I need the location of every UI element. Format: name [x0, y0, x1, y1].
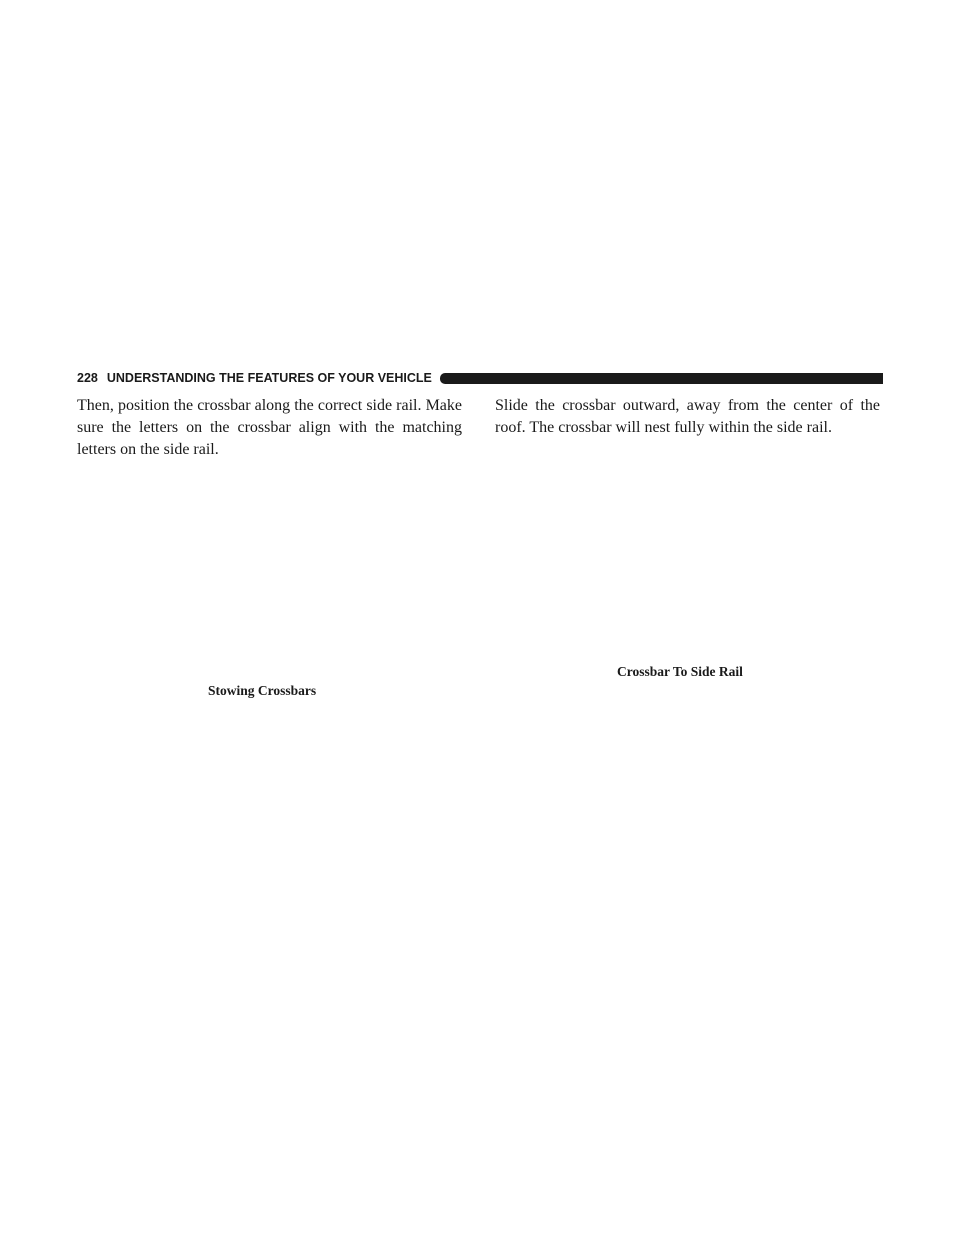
stowing-crossbars-caption: Stowing Crossbars — [208, 683, 317, 698]
page-number: 228 — [77, 371, 98, 385]
left-column-paragraph: Then, position the crossbar along the correct side rail. Make sure the letters on the crossbar align with the matching letters on the side rail. — [77, 397, 462, 458]
page-header — [77, 370, 883, 386]
header-rule — [440, 373, 883, 384]
section-title: UNDERSTANDING THE FEATURES OF YOUR VEHICLE — [106, 371, 432, 385]
crossbar-to-side-rail-figure — [495, 452, 880, 657]
crossbar-to-side-rail-caption: Crossbar To Side Rail — [617, 664, 743, 679]
stowing-crossbars-figure — [77, 470, 462, 675]
right-column-paragraph: Slide the crossbar outward, away from the center of the roof. The crossbar will nest fully within the side rail. — [495, 397, 880, 436]
